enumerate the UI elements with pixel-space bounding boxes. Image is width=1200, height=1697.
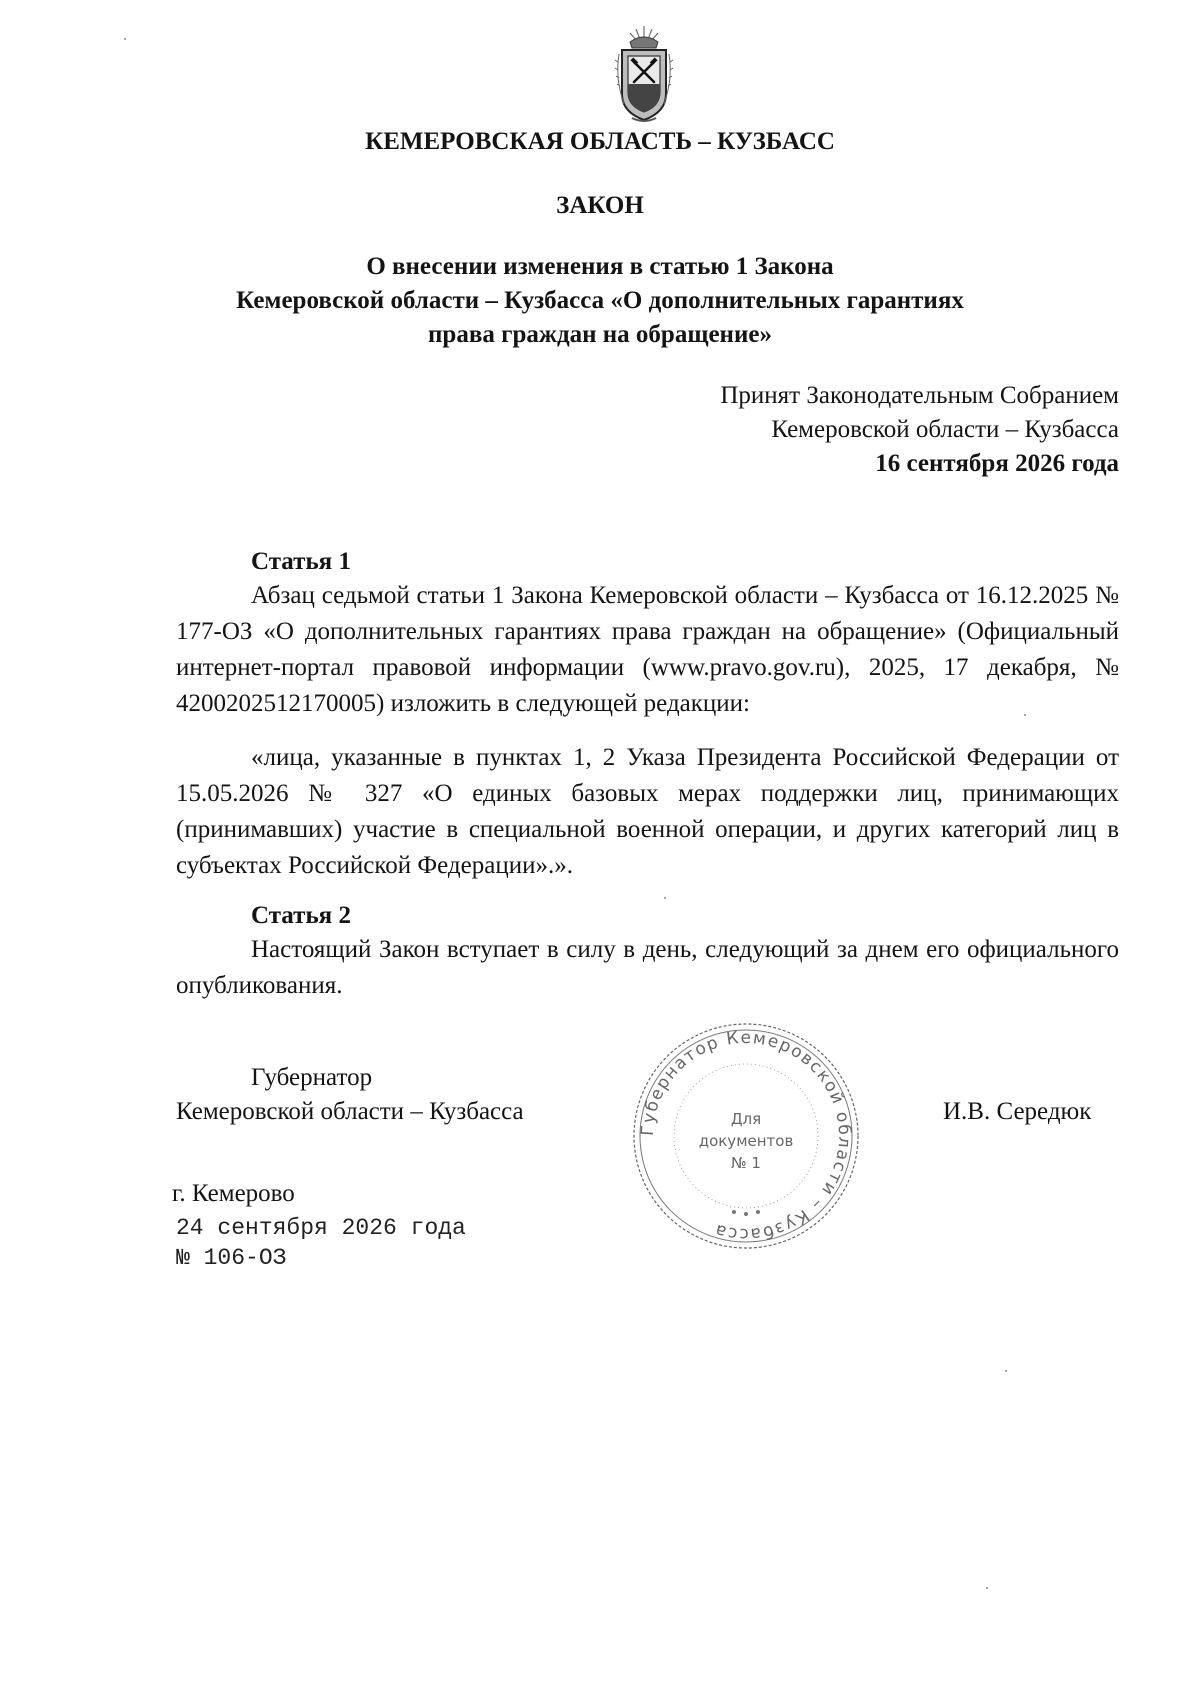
region-title: КЕМЕРОВСКАЯ ОБЛАСТЬ – КУЗБАСС <box>365 128 835 155</box>
stamp-center-line-2: документов <box>698 1132 794 1150</box>
scan-speck <box>124 38 126 40</box>
document-type: ЗАКОН <box>556 192 644 219</box>
official-stamp <box>626 1016 866 1256</box>
article-2-paragraph-1 <box>176 932 1119 1004</box>
coat-of-arms-emblem <box>612 24 676 126</box>
adoption-date: 16 сентября 2026 года <box>875 450 1119 477</box>
governor-title-line-2: Кемеровской области – Кузбасса <box>176 1098 524 1125</box>
article-1-heading: Статья 1 <box>251 548 351 575</box>
scan-speck <box>1024 714 1026 716</box>
governor-name: И.В. Середюк <box>943 1098 1092 1125</box>
governor-title-line-1: Губернатор <box>251 1064 373 1091</box>
law-title-line-2: Кемеровской области – Кузбасса «О дополнительных гарантиях <box>236 287 964 314</box>
stamp-stars <box>732 1210 760 1216</box>
article-1-paragraph-1 <box>176 578 1119 722</box>
adoption-line-1: Принят Законодательным Собранием <box>720 382 1119 409</box>
stamp-ring-text: Губернатор Кемеровской области – Кузбасса <box>637 1027 855 1245</box>
article-2-paragraph-1-text: Настоящий Закон вступает в силу в день, следующий за днем его официального опубликования. <box>176 936 1119 999</box>
article-1-paragraph-1-text: Абзац седьмой статьи 1 Закона Кемеровской области – Кузбасса от 16.12.2025 № 177-ОЗ «О дополнительных гарантиях права граждан на обращение» (Официальный интернет-портал правовой информации (www.pravo.gov.ru), 2025, 17 декабря, № 4200202512170005) изложить в следующей редакции: <box>176 582 1119 717</box>
article-2-heading: Статья 2 <box>251 902 351 929</box>
stamp-center-line-1: Для <box>730 1110 762 1128</box>
adoption-line-2: Кемеровской области – Кузбасса <box>771 416 1119 443</box>
article-1-paragraph-2-text: «лица, указанные в пунктах 1, 2 Указа Президента Российской Федерации от 15.05.2026 № 327 «О единых базовых мерах поддержки лиц, принимающих (принимавших) участие в специальной военной операции, и других категорий лиц в субъектах Российской Федерации».». <box>176 744 1119 879</box>
scan-speck <box>1005 1370 1007 1372</box>
scan-speck <box>986 1587 988 1589</box>
signing-date: 24 сентября 2026 года <box>176 1215 466 1241</box>
signing-city: г. Кемерово <box>172 1180 295 1207</box>
law-title-line-1: О внесении изменения в статью 1 Закона <box>366 253 834 280</box>
article-1-paragraph-2 <box>176 740 1119 884</box>
law-title-line-3: права граждан на обращение» <box>428 321 772 348</box>
law-number: № 106-ОЗ <box>176 1245 287 1271</box>
stamp-center-line-3: № 1 <box>731 1154 761 1172</box>
scan-speck <box>664 897 666 899</box>
